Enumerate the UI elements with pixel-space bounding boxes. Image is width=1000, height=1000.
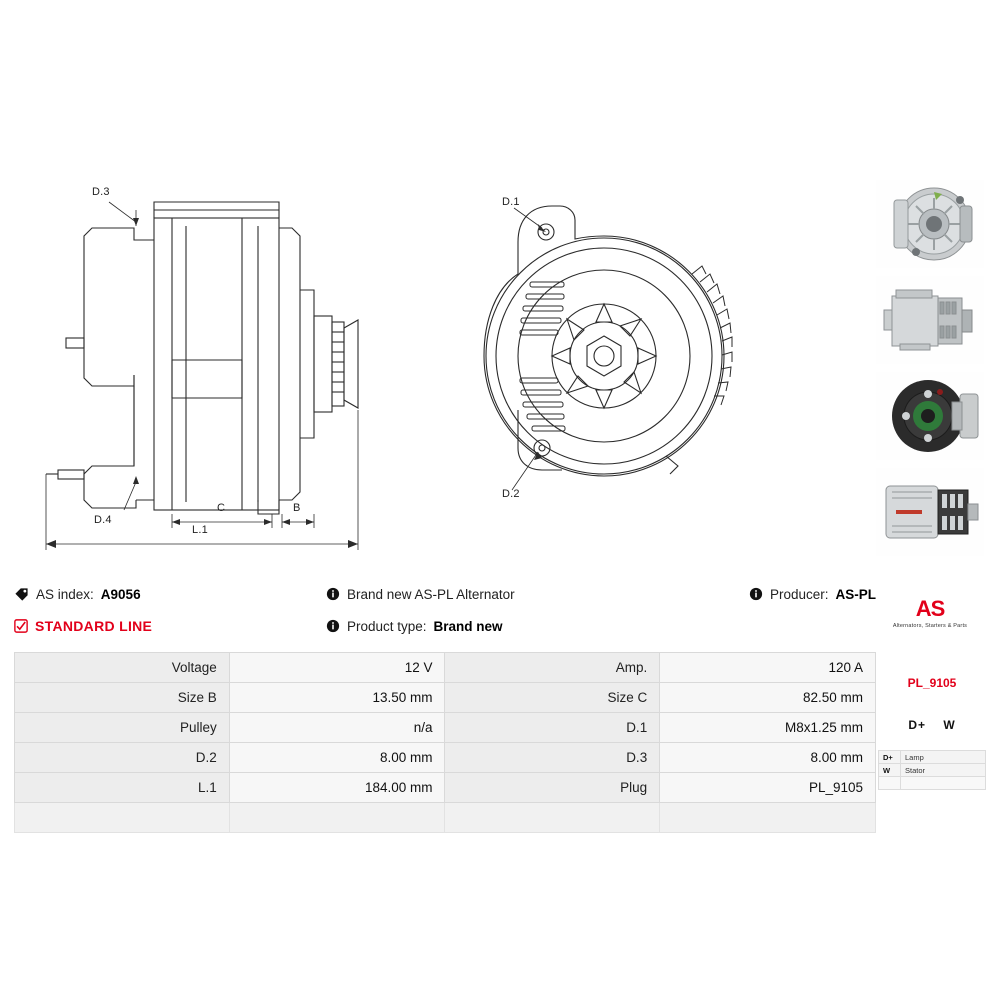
as-index-cell <box>14 587 326 602</box>
table-row <box>15 683 876 713</box>
pin-name: D+ <box>879 751 901 764</box>
spec-value: 8.00 mm <box>660 743 876 773</box>
dim-label-d3: D.3 <box>92 186 110 198</box>
producer-label: Producer: <box>769 586 829 602</box>
pin-row-empty <box>879 777 986 790</box>
as-logo-text: AS <box>915 596 945 621</box>
product-type-cell <box>326 619 656 634</box>
spec-key: Plug <box>445 773 660 803</box>
plug-code-label: PL_9105 <box>907 676 957 690</box>
spec-key: D.1 <box>445 713 660 743</box>
spec-value: n/a <box>229 713 445 743</box>
table-row <box>15 773 876 803</box>
plug-pin-table <box>878 750 986 790</box>
product-photo-rear <box>876 372 984 460</box>
product-photo-side <box>876 276 984 364</box>
as-index-value: A9056 <box>100 586 141 602</box>
product-type-value: Brand new <box>433 618 503 634</box>
spec-value: 12 V <box>229 653 445 683</box>
table-row <box>15 743 876 773</box>
plug-pin-header-dplus: D+ <box>908 718 926 732</box>
as-index-label: AS index: <box>36 586 94 602</box>
spec-key: Size B <box>15 683 230 713</box>
dim-label-c: C <box>217 502 226 514</box>
spec-value: M8x1.25 mm <box>660 713 876 743</box>
dim-label-l1: L.1 <box>192 524 208 536</box>
alternator-front-view <box>434 170 764 560</box>
spec-value: 120 A <box>660 653 876 683</box>
info-circle-icon <box>749 587 763 601</box>
info-row-2 <box>14 610 876 642</box>
plug-pins-header <box>878 718 986 732</box>
dim-label-d4: D.4 <box>94 514 112 526</box>
spec-value: 13.50 mm <box>229 683 445 713</box>
spec-key: Voltage <box>15 653 230 683</box>
spec-key: D.2 <box>15 743 230 773</box>
table-row-empty <box>15 803 876 833</box>
info-circle-icon <box>326 619 340 633</box>
spec-key: D.3 <box>445 743 660 773</box>
pin-function: Stator <box>901 764 986 777</box>
alternator-side-view <box>14 170 414 560</box>
specification-table-body <box>15 653 876 833</box>
product-type-label: Product type: <box>347 618 427 634</box>
table-row <box>15 653 876 683</box>
table-row <box>15 713 876 743</box>
specification-table <box>14 652 876 833</box>
tag-icon <box>14 587 29 602</box>
producer-value: AS-PL <box>835 586 876 602</box>
product-info-block <box>14 578 876 642</box>
spec-value: 82.50 mm <box>660 683 876 713</box>
producer-cell <box>656 587 876 602</box>
pin-row <box>879 764 986 777</box>
spec-value: PL_9105 <box>660 773 876 803</box>
info-circle-icon <box>326 587 340 601</box>
standard-line-label: STANDARD LINE <box>35 618 153 634</box>
product-photo-front <box>876 180 984 268</box>
product-photo-column <box>876 180 986 564</box>
check-square-icon <box>14 619 28 633</box>
brand-new-cell <box>326 587 656 602</box>
dim-label-b: B <box>293 502 301 514</box>
spec-key: L.1 <box>15 773 230 803</box>
info-row-1 <box>14 578 876 610</box>
spec-key: Size C <box>445 683 660 713</box>
as-pl-logo <box>878 596 982 629</box>
brand-new-text: Brand new AS-PL Alternator <box>347 586 515 602</box>
technical-drawings <box>14 170 874 560</box>
dim-label-d2: D.2 <box>502 488 520 500</box>
pin-row <box>879 751 986 764</box>
pin-name: W <box>879 764 901 777</box>
spec-value: 8.00 mm <box>229 743 445 773</box>
spec-value: 184.00 mm <box>229 773 445 803</box>
spec-key: Pulley <box>15 713 230 743</box>
pin-function: Lamp <box>901 751 986 764</box>
plug-pin-header-w: W <box>943 718 956 732</box>
product-photo-assembly <box>876 468 984 556</box>
standard-line-cell <box>14 618 326 634</box>
dim-label-d1: D.1 <box>502 196 520 208</box>
spec-key: Amp. <box>445 653 660 683</box>
as-logo-subtitle: Alternators, Starters & Parts <box>892 623 968 629</box>
